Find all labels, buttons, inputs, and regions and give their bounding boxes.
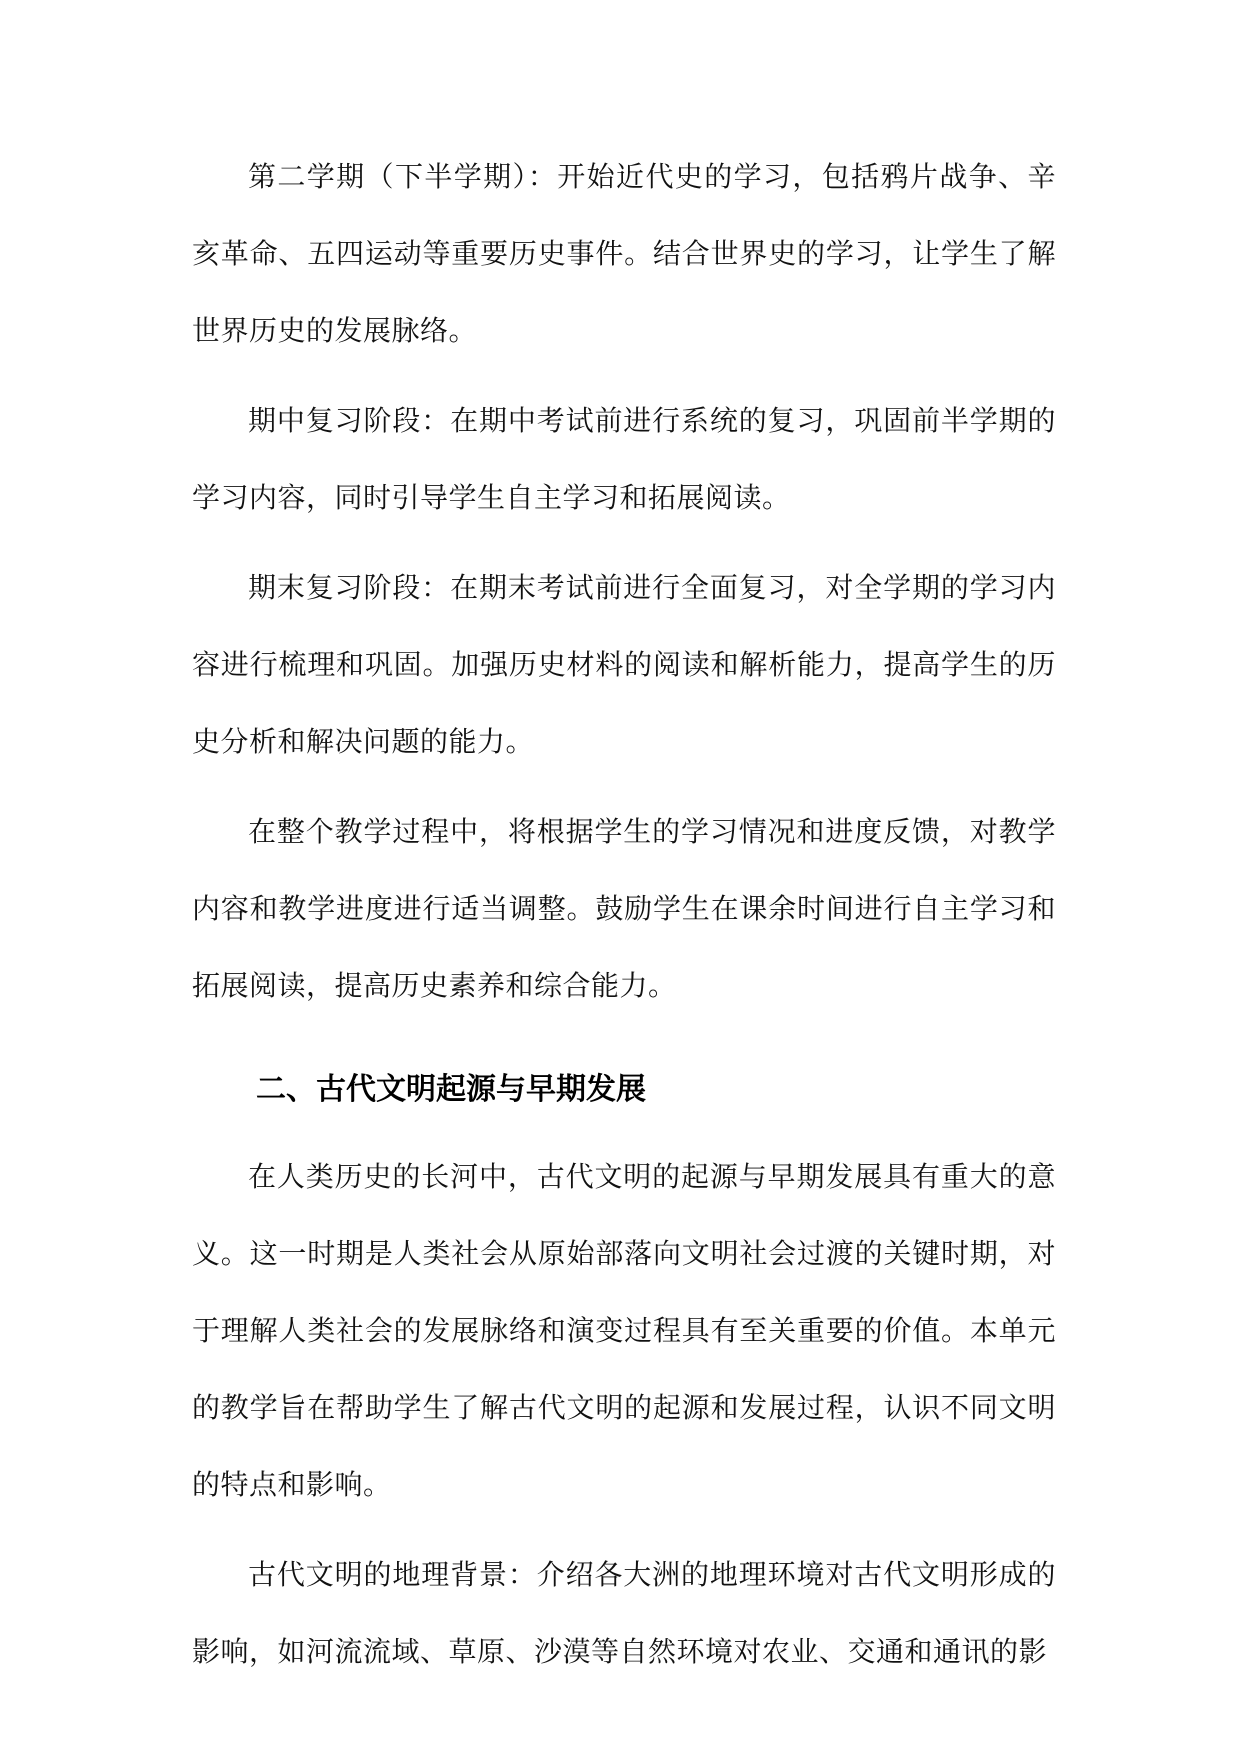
- paragraph-second-semester: 第二学期（下半学期）：开始近代史的学习，包括鸦片战争、辛亥革命、五四运动等重要历史事件。结合世界史的学习，让学生了解世界历史的发展脉络。: [192, 160, 1056, 347]
- section-heading: 二、古代文明起源与早期发展: [256, 1072, 646, 1107]
- paragraph-civilization-intro: 在人类历史的长河中，古代文明的起源与早期发展具有重大的意义。这一时期是人类社会从原始部落向文明社会过渡的关键时期，对于理解人类社会的发展脉络和演变过程具有至关重要的价值。本单元的教学旨在帮助学生了解古代文明的起源和发展过程，认识不同文明的特点和影响。: [192, 1160, 1056, 1501]
- paragraph-final-review: 期末复习阶段：在期末考试前进行全面复习，对全学期的学习内容进行梳理和巩固。加强历史材料的阅读和解析能力，提高学生的历史分析和解决问题的能力。: [192, 571, 1056, 758]
- paragraph-teaching-adjustment: 在整个教学过程中，将根据学生的学习情况和进度反馈，对教学内容和教学进度进行适当调整。鼓励学生在课余时间进行自主学习和拓展阅读，提高历史素养和综合能力。: [192, 815, 1056, 1002]
- paragraph-midterm-review: 期中复习阶段：在期中考试前进行系统的复习，巩固前半学期的学习内容，同时引导学生自主学习和拓展阅读。: [192, 404, 1056, 514]
- document-body: [192, 138, 1056, 1703]
- paragraph-geographic-background: 古代文明的地理背景：介绍各大洲的地理环境对古代文明形成的影响，如河流流域、草原、沙漠等自然环境对农业、交通和通讯的影: [192, 1558, 1056, 1668]
